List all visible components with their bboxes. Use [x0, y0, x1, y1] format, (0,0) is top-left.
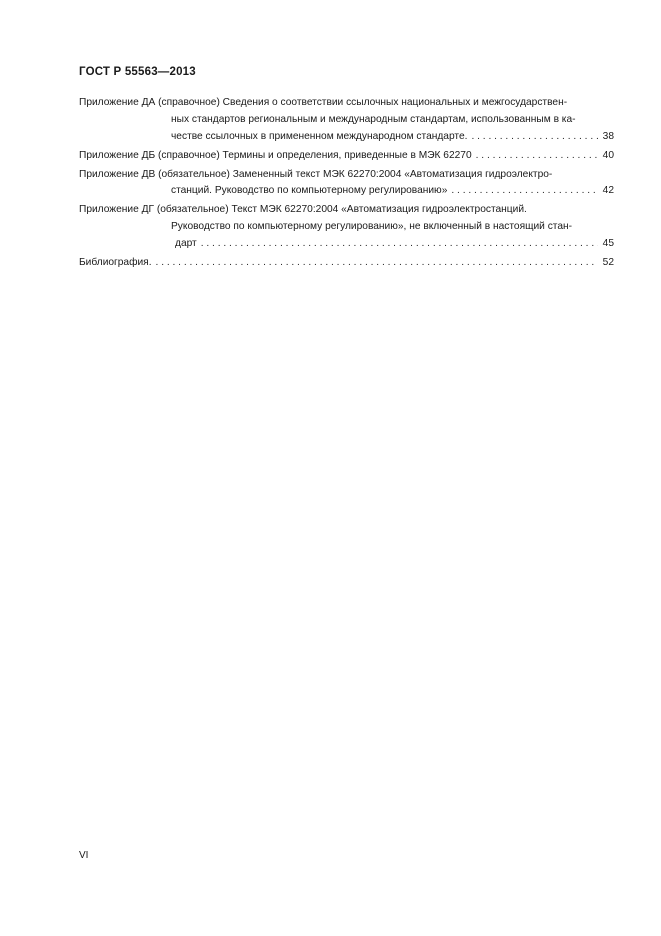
toc-entry-bibliography[interactable]	[79, 255, 614, 272]
table-of-contents	[79, 95, 614, 272]
toc-line: ных стандартов региональным и международным стандартам, использованным в ка-	[171, 113, 576, 125]
toc-line: Приложение ДГ (обязательное) Текст МЭК 62270:2004 «Автоматизация гидроэлектростанций.	[79, 204, 527, 216]
dot-leader	[467, 129, 598, 146]
toc-line: Приложение ДА (справочное) Сведения о соответствии ссылочных национальных и межгосударствен-	[79, 97, 568, 108]
toc-line: Приложение ДБ (справочное) Термины и определения, приведенные в МЭК 62270	[79, 149, 472, 161]
toc-page-number: 40	[602, 149, 614, 161]
toc-page-number: 52	[602, 256, 614, 268]
toc-line-with-page	[79, 236, 614, 253]
toc-entry-appendix-dv[interactable]	[79, 167, 614, 201]
toc-page-number: 42	[602, 185, 614, 197]
toc-entry-appendix-da[interactable]	[79, 95, 614, 145]
dot-leader	[447, 183, 598, 200]
toc-line: дарт	[175, 237, 197, 249]
page-number: VI	[79, 850, 89, 861]
dot-leader	[472, 148, 598, 165]
toc-line-with-page	[79, 255, 614, 272]
toc-line-with-page	[79, 129, 614, 146]
dot-leader	[152, 255, 598, 272]
toc-line: Библиография.	[79, 256, 152, 268]
toc-line: Приложение ДВ (обязательное) Замененный текст МЭК 62270:2004 «Автоматизация гидроэлектро-	[79, 168, 553, 180]
dot-leader	[197, 236, 598, 253]
toc-entry-appendix-db[interactable]	[79, 148, 614, 165]
document-header: ГОСТ Р 55563—2013	[79, 66, 196, 78]
toc-line: честве ссылочных в примененном международном стандарте.	[171, 130, 468, 142]
toc-page-number: 38	[602, 130, 614, 142]
toc-entry-appendix-dg[interactable]	[79, 202, 614, 252]
toc-line-with-page	[79, 183, 614, 200]
toc-line: Руководство по компьютерному регулированию», не включенный в настоящий стан-	[171, 221, 573, 233]
toc-line-with-page	[79, 148, 614, 165]
toc-page-number: 45	[602, 237, 614, 249]
toc-line: станций. Руководство по компьютерному регулированию»	[171, 185, 448, 197]
